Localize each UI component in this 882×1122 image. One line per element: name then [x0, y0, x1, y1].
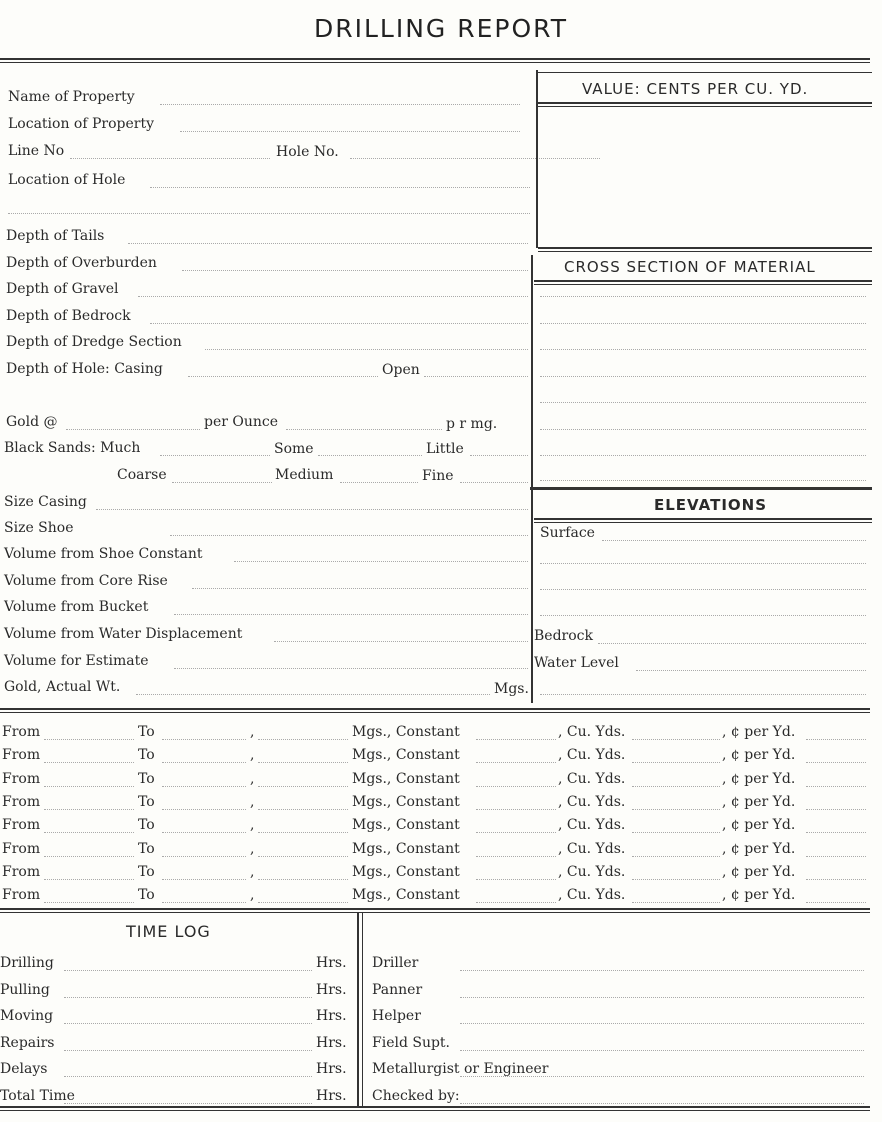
page-title: DRILLING REPORT: [314, 14, 568, 43]
interval-cu-yds-label: , Cu. Yds.: [558, 747, 626, 764]
depth-dredge-label: Depth of Dredge Section: [6, 334, 182, 350]
time-log-hrs-label: Hrs.: [316, 1008, 347, 1025]
bottom-rule: [0, 1106, 870, 1108]
elevation-line-4[interactable]: [540, 615, 866, 616]
interval-field-5[interactable]: [632, 832, 720, 833]
vol-water-label: Volume from Water Displacement: [4, 626, 243, 642]
interval-field-1[interactable]: [44, 809, 134, 810]
interval-field-6[interactable]: [806, 739, 866, 740]
line-no-field[interactable]: [70, 158, 270, 159]
interval-field-3[interactable]: [258, 879, 348, 880]
interval-from-label: From: [2, 817, 41, 834]
time-log-role-label: Panner: [372, 981, 423, 998]
interval-cu-yds-label: , Cu. Yds.: [558, 724, 626, 740]
coarse-label: Coarse: [117, 467, 167, 483]
time-log-activity-label: Repairs: [0, 1034, 55, 1051]
interval-field-5[interactable]: [632, 786, 720, 787]
interval-comma-label: ,: [250, 887, 255, 904]
time-log-activity-label: Pulling: [0, 981, 50, 998]
elevation-line-7[interactable]: [540, 694, 866, 695]
time-log-activity-label: Delays: [0, 1061, 48, 1078]
time-log-hours-field[interactable]: [64, 1103, 312, 1104]
depth-tails-label: Depth of Tails: [6, 228, 105, 244]
interval-field-2[interactable]: [162, 856, 246, 857]
interval-comma-label: ,: [250, 747, 255, 764]
interval-comma-label: ,: [250, 724, 255, 740]
cross-section-line-1[interactable]: [540, 296, 866, 297]
interval-from-label: From: [2, 793, 41, 810]
interval-cu-yds-label: , Cu. Yds.: [558, 840, 626, 857]
surface-label: Surface: [540, 525, 595, 541]
depth-dredge-field[interactable]: [205, 349, 528, 350]
interval-mgs-constant-label: Mgs., Constant: [352, 887, 460, 904]
interval-field-4[interactable]: [476, 762, 556, 763]
gold-at-field[interactable]: [66, 429, 200, 430]
location-of-property-field[interactable]: [180, 131, 520, 132]
hole-no-field[interactable]: [350, 158, 600, 159]
interval-cu-yds-label: , Cu. Yds.: [558, 817, 626, 834]
interval-from-label: From: [2, 887, 41, 904]
time-log-activity-label: Total Time: [0, 1088, 75, 1104]
value-box-bottom-rule: [538, 247, 872, 249]
hole-no-label: Hole No.: [276, 144, 339, 160]
interval-to-label: To: [138, 817, 155, 834]
time-log-hours-field[interactable]: [64, 970, 312, 971]
interval-field-1[interactable]: [44, 879, 134, 880]
interval-field-3[interactable]: [258, 786, 348, 787]
interval-field-4[interactable]: [476, 879, 556, 880]
interval-field-5[interactable]: [632, 739, 720, 740]
interval-mgs-constant-label: Mgs., Constant: [352, 770, 460, 787]
time-log-role-label: Helper: [372, 1008, 421, 1025]
bedrock-field[interactable]: [598, 643, 866, 644]
interval-cents-per-yd-label: , ¢ per Yd.: [722, 887, 796, 904]
size-casing-field[interactable]: [96, 509, 528, 510]
time-log-activity-label: Drilling: [0, 955, 54, 971]
cross-section-line-4[interactable]: [540, 376, 866, 377]
interval-cents-per-yd-label: , ¢ per Yd.: [722, 724, 796, 740]
value-header-bottom-rule: [538, 102, 872, 104]
time-log-name-field[interactable]: [460, 1050, 864, 1051]
time-log-role-label: Metallurgist or Engineer: [372, 1061, 549, 1078]
interval-field-2[interactable]: [162, 786, 246, 787]
interval-from-label: From: [2, 770, 41, 787]
fine-label: Fine: [422, 468, 454, 484]
interval-comma-label: ,: [250, 793, 255, 810]
time-log-activity-label: Moving: [0, 1008, 54, 1025]
interval-cu-yds-label: , Cu. Yds.: [558, 863, 626, 880]
interval-field-5[interactable]: [632, 762, 720, 763]
interval-field-5[interactable]: [632, 879, 720, 880]
size-shoe-label: Size Shoe: [4, 520, 74, 536]
depth-overburden-label: Depth of Overburden: [6, 255, 157, 271]
time-log-hours-field[interactable]: [64, 1076, 312, 1077]
interval-mgs-constant-label: Mgs., Constant: [352, 840, 460, 857]
medium-label: Medium: [275, 467, 334, 483]
time-log-divider: [357, 912, 359, 1108]
time-log-name-field[interactable]: [460, 1103, 864, 1104]
time-log-name-field[interactable]: [460, 1076, 864, 1077]
interval-cents-per-yd-label: , ¢ per Yd.: [722, 863, 796, 880]
depth-hole-casing-label: Depth of Hole: Casing: [6, 361, 163, 377]
much-field[interactable]: [160, 455, 270, 456]
interval-field-6[interactable]: [806, 856, 866, 857]
interval-comma-label: ,: [250, 817, 255, 834]
interval-mgs-constant-label: Mgs., Constant: [352, 747, 460, 764]
interval-field-5[interactable]: [632, 856, 720, 857]
interval-field-1[interactable]: [44, 786, 134, 787]
interval-field-2[interactable]: [162, 739, 246, 740]
interval-field-4[interactable]: [476, 832, 556, 833]
some-label: Some: [274, 441, 314, 457]
cross-section-line-7[interactable]: [540, 455, 866, 456]
vol-estimate-field[interactable]: [174, 668, 528, 669]
interval-field-1[interactable]: [44, 902, 134, 903]
interval-bottom-rule: [0, 908, 870, 910]
per-ounce-field[interactable]: [286, 429, 442, 430]
elevations-top-rule: [530, 487, 872, 490]
location-of-hole-field[interactable]: [150, 187, 530, 188]
bedrock-label: Bedrock: [534, 628, 593, 644]
interval-cents-per-yd-label: , ¢ per Yd.: [722, 770, 796, 787]
vol-bucket-label: Volume from Bucket: [4, 599, 149, 615]
time-log-name-field[interactable]: [460, 970, 864, 971]
interval-field-1[interactable]: [44, 832, 134, 833]
location-of-property-label: Location of Property: [8, 116, 154, 132]
depth-gravel-field[interactable]: [138, 296, 528, 297]
interval-to-label: To: [138, 793, 155, 810]
interval-cu-yds-label: , Cu. Yds.: [558, 793, 626, 810]
interval-field-1[interactable]: [44, 739, 134, 740]
interval-cents-per-yd-label: , ¢ per Yd.: [722, 747, 796, 764]
interval-to-label: To: [138, 840, 155, 857]
interval-mgs-constant-label: Mgs., Constant: [352, 793, 460, 810]
interval-to-label: To: [138, 863, 155, 880]
interval-from-label: From: [2, 724, 41, 740]
interval-field-3[interactable]: [258, 809, 348, 810]
cross-section-line-3[interactable]: [540, 349, 866, 350]
interval-to-label: To: [138, 887, 155, 904]
time-log-header: TIME LOG: [126, 922, 211, 941]
time-log-hours-field[interactable]: [64, 1023, 312, 1024]
interval-field-3[interactable]: [258, 856, 348, 857]
interval-to-label: To: [138, 747, 155, 764]
vol-shoe-label: Volume from Shoe Constant: [4, 546, 203, 562]
depth-bedrock-field[interactable]: [150, 323, 528, 324]
water-level-field[interactable]: [636, 670, 866, 671]
size-casing-label: Size Casing: [4, 494, 87, 510]
elevations-header: ELEVATIONS: [654, 496, 768, 514]
vol-core-field[interactable]: [192, 588, 528, 589]
interval-field-6[interactable]: [806, 902, 866, 903]
top-rule: [0, 58, 870, 60]
cross-section-line-6[interactable]: [540, 429, 866, 430]
interval-field-2[interactable]: [162, 832, 246, 833]
interval-field-2[interactable]: [162, 762, 246, 763]
time-log-hrs-label: Hrs.: [316, 1061, 347, 1078]
depth-gravel-label: Depth of Gravel: [6, 281, 119, 297]
location-of-hole-label: Location of Hole: [8, 172, 126, 188]
time-log-hrs-label: Hrs.: [316, 1034, 347, 1051]
right-panel-border-lower: [531, 255, 533, 703]
depth-hole-casing-field[interactable]: [188, 376, 378, 377]
interval-field-3[interactable]: [258, 739, 348, 740]
interval-mgs-constant-label: Mgs., Constant: [352, 863, 460, 880]
interval-to-label: To: [138, 724, 155, 740]
interval-field-3[interactable]: [258, 902, 348, 903]
interval-field-1[interactable]: [44, 762, 134, 763]
little-field[interactable]: [470, 455, 528, 456]
time-log-hrs-label: Hrs.: [316, 1088, 347, 1104]
interval-field-6[interactable]: [806, 786, 866, 787]
cross-section-line-8[interactable]: [540, 480, 866, 481]
vol-estimate-label: Volume for Estimate: [4, 653, 149, 669]
interval-mgs-constant-label: Mgs., Constant: [352, 817, 460, 834]
cross-section-line-5[interactable]: [540, 402, 866, 403]
line-no-label: Line No: [8, 143, 65, 159]
cross-section-line-2[interactable]: [540, 323, 866, 324]
interval-from-label: From: [2, 840, 41, 857]
value-header-top-rule: [538, 72, 872, 73]
coarse-field[interactable]: [172, 482, 272, 483]
interval-field-4[interactable]: [476, 786, 556, 787]
time-log-role-label: Driller: [372, 955, 419, 971]
cross-section-header: CROSS SECTION OF MATERIAL: [564, 258, 816, 276]
interval-top-rule: [0, 708, 870, 710]
interval-field-5[interactable]: [632, 902, 720, 903]
depth-overburden-field[interactable]: [182, 270, 528, 271]
little-label: Little: [426, 441, 464, 457]
interval-cents-per-yd-label: , ¢ per Yd.: [722, 817, 796, 834]
interval-mgs-constant-label: Mgs., Constant: [352, 724, 460, 740]
time-log-role-label: Checked by:: [372, 1088, 460, 1104]
time-log-hours-field[interactable]: [64, 997, 312, 998]
interval-comma-label: ,: [250, 863, 255, 880]
interval-cents-per-yd-label: , ¢ per Yd.: [722, 793, 796, 810]
some-field[interactable]: [318, 455, 422, 456]
interval-field-4[interactable]: [476, 902, 556, 903]
interval-field-4[interactable]: [476, 739, 556, 740]
open-label: Open: [382, 362, 420, 378]
interval-field-6[interactable]: [806, 879, 866, 880]
per-ounce-label: per Ounce: [204, 414, 279, 430]
elevation-line-3[interactable]: [540, 589, 866, 590]
time-log-hrs-label: Hrs.: [316, 981, 347, 998]
gold-actual-label: Gold, Actual Wt.: [4, 679, 121, 695]
surface-field[interactable]: [602, 540, 866, 541]
interval-from-label: From: [2, 747, 41, 764]
interval-comma-label: ,: [250, 770, 255, 787]
interval-cu-yds-label: , Cu. Yds.: [558, 887, 626, 904]
black-sands-label: Black Sands: Much: [4, 440, 141, 456]
open-field[interactable]: [424, 376, 528, 377]
medium-field[interactable]: [340, 482, 418, 483]
location-of-hole-field-2[interactable]: [8, 213, 530, 214]
interval-field-2[interactable]: [162, 902, 246, 903]
interval-comma-label: ,: [250, 840, 255, 857]
interval-field-6[interactable]: [806, 762, 866, 763]
interval-field-4[interactable]: [476, 809, 556, 810]
vol-shoe-field[interactable]: [234, 561, 528, 562]
name-of-property-field[interactable]: [160, 104, 520, 105]
interval-to-label: To: [138, 770, 155, 787]
time-log-hrs-label: Hrs.: [316, 955, 347, 971]
interval-cents-per-yd-label: , ¢ per Yd.: [722, 840, 796, 857]
vol-core-label: Volume from Core Rise: [4, 573, 168, 589]
vol-water-field[interactable]: [274, 641, 528, 642]
cross-section-rule: [534, 280, 872, 282]
interval-from-label: From: [2, 863, 41, 880]
mgs-label: Mgs.: [494, 681, 529, 697]
interval-field-3[interactable]: [258, 832, 348, 833]
interval-field-2[interactable]: [162, 809, 246, 810]
interval-field-1[interactable]: [44, 856, 134, 857]
interval-field-6[interactable]: [806, 809, 866, 810]
interval-field-6[interactable]: [806, 832, 866, 833]
gold-at-label: Gold @: [6, 414, 58, 430]
size-shoe-field[interactable]: [170, 535, 528, 536]
fine-field[interactable]: [460, 482, 528, 483]
name-of-property-label: Name of Property: [8, 89, 135, 105]
time-log-name-field[interactable]: [460, 997, 864, 998]
value-header: VALUE: CENTS PER CU. YD.: [582, 80, 809, 98]
depth-tails-field[interactable]: [128, 243, 528, 244]
time-log-hours-field[interactable]: [64, 1050, 312, 1051]
time-log-role-label: Field Supt.: [372, 1034, 451, 1051]
elevations-rule: [534, 518, 872, 520]
time-log-name-field[interactable]: [460, 1023, 864, 1024]
interval-field-4[interactable]: [476, 856, 556, 857]
gold-actual-field[interactable]: [136, 694, 490, 695]
interval-field-3[interactable]: [258, 762, 348, 763]
depth-bedrock-label: Depth of Bedrock: [6, 308, 131, 324]
water-level-label: Water Level: [534, 655, 619, 671]
right-panel-border-upper: [536, 70, 538, 248]
elevation-line-2[interactable]: [540, 563, 866, 564]
interval-cu-yds-label: , Cu. Yds.: [558, 770, 626, 787]
per-mg-label: p r mg.: [446, 416, 498, 432]
vol-bucket-field[interactable]: [174, 614, 528, 615]
interval-field-2[interactable]: [162, 879, 246, 880]
interval-field-5[interactable]: [632, 809, 720, 810]
time-log-divider-inner: [362, 912, 363, 1108]
